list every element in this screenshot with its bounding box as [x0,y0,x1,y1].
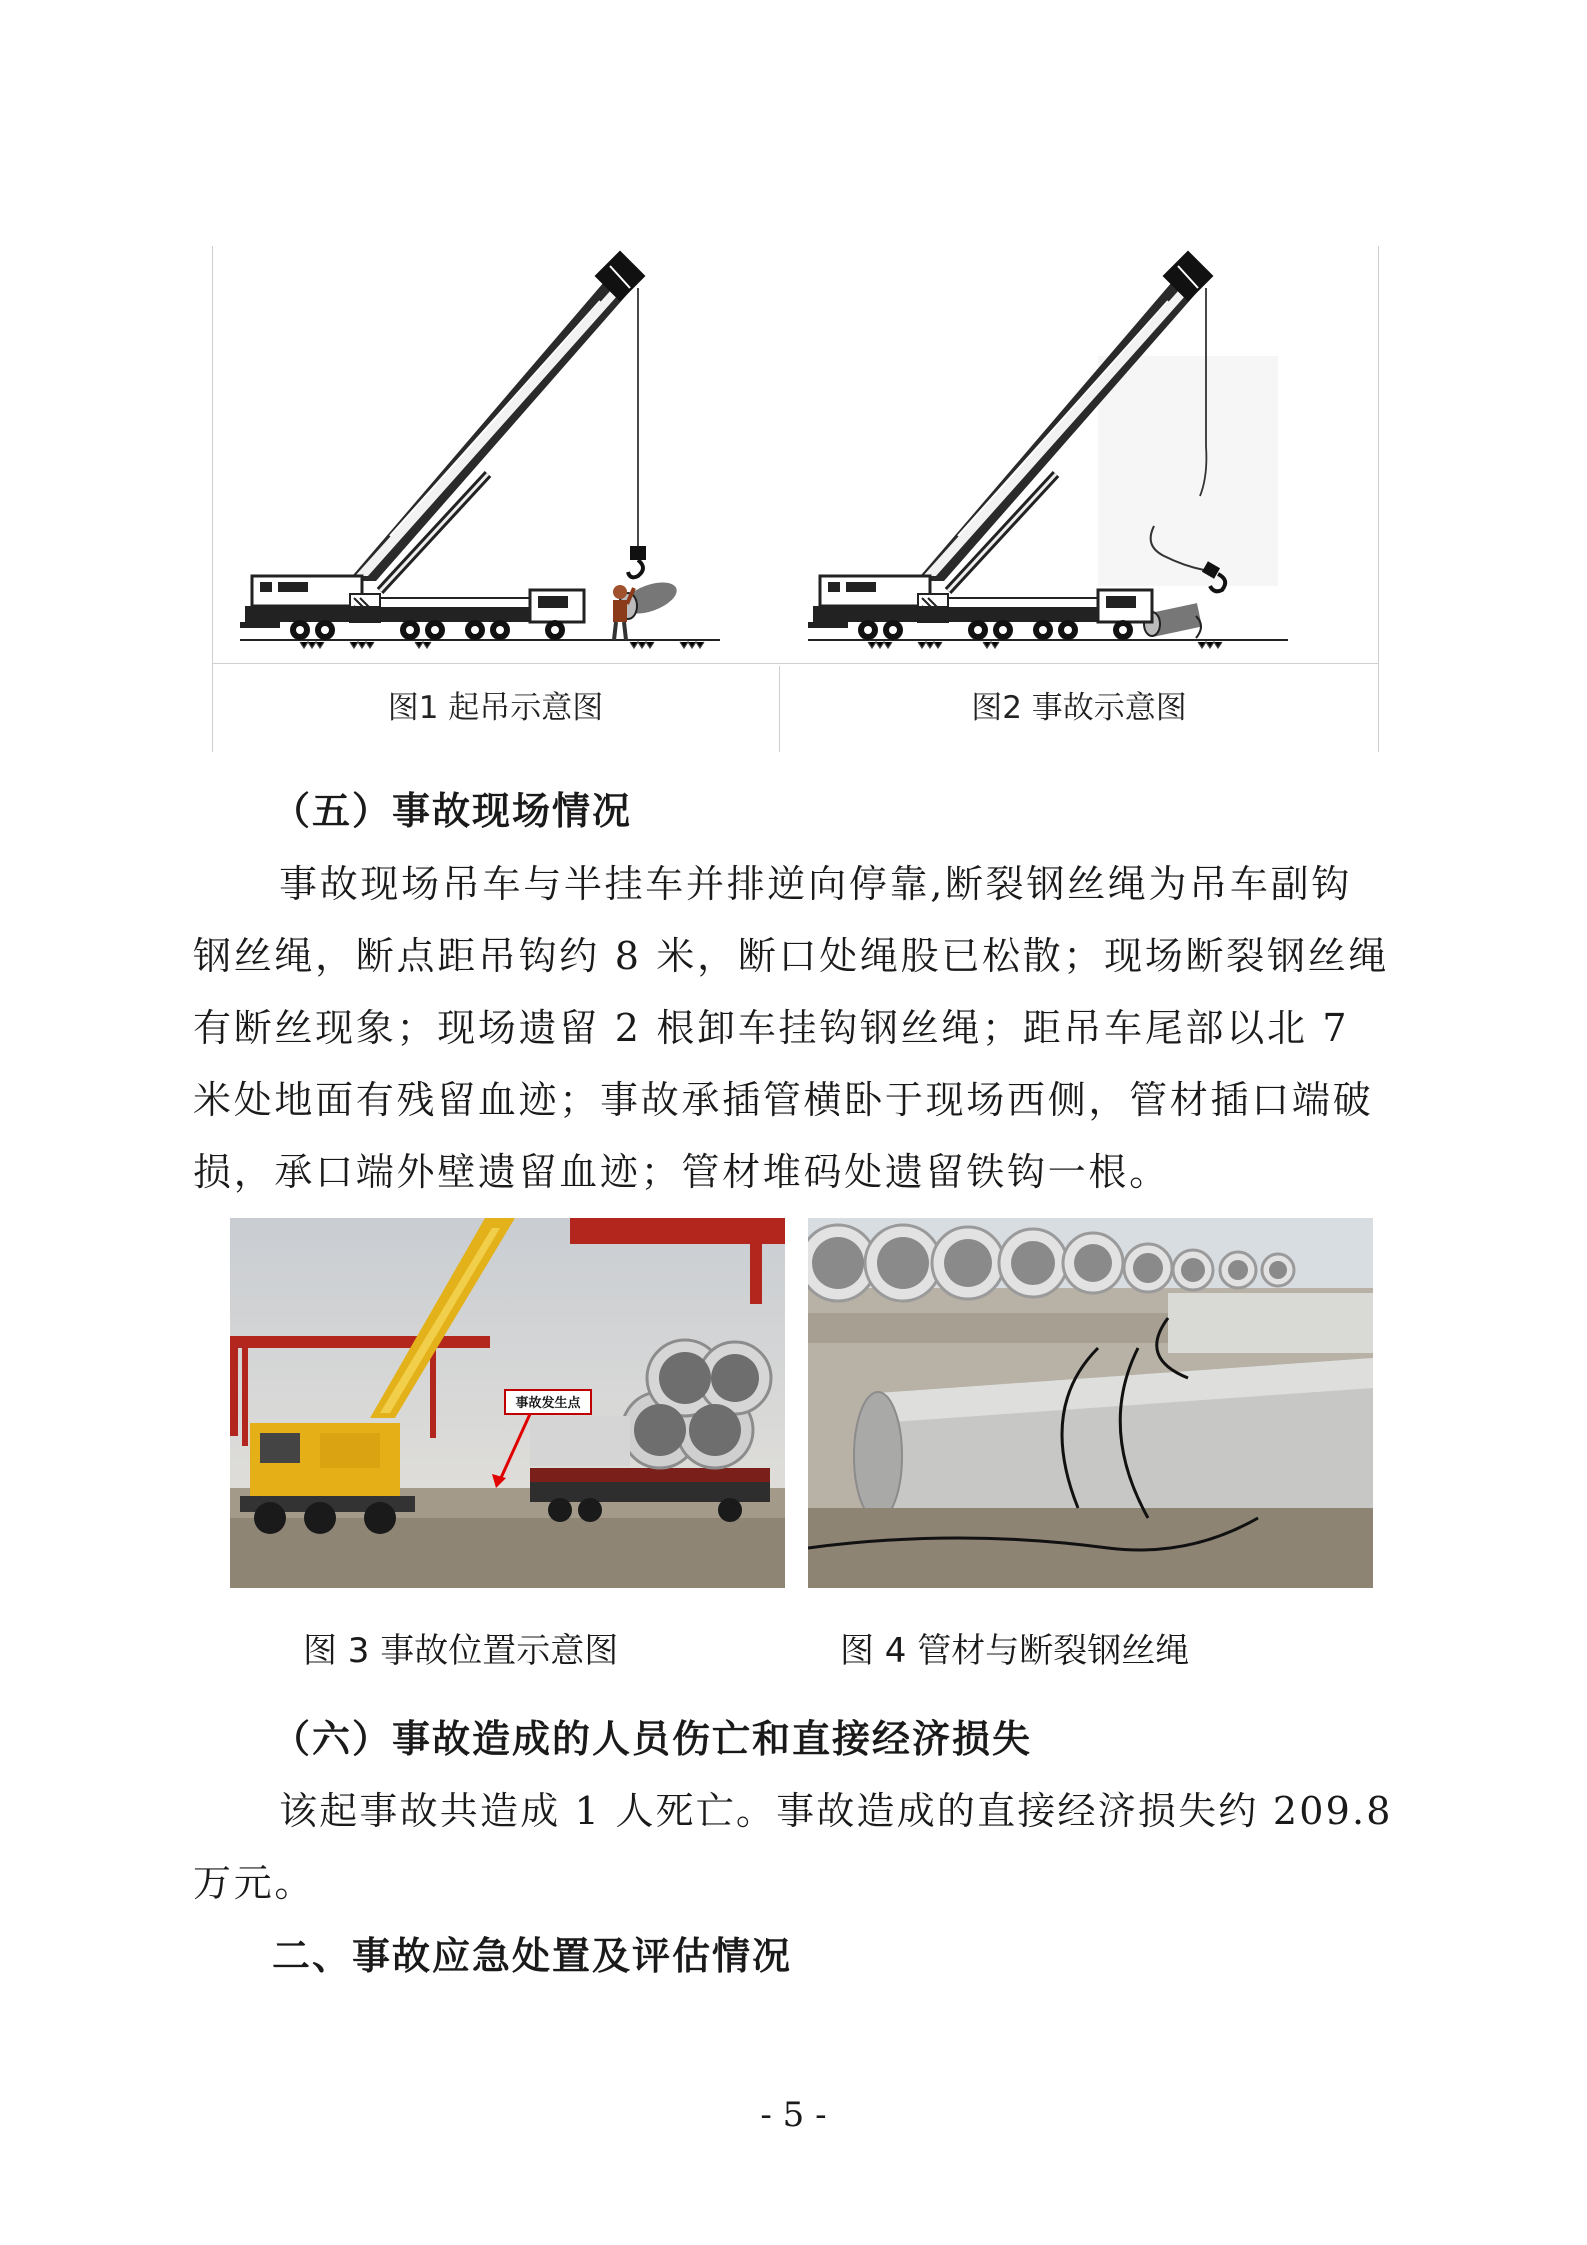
section-6-heading: （六）事故造成的人员伤亡和直接经济损失 [272,1716,1033,1761]
section-5-heading: （五）事故现场情况 [272,788,633,833]
figure-2-caption: 图2 事故示意图 [971,690,1187,726]
section-5-line-5: 损，承口端外壁遗留血迹；管材堆码处遗留铁钩一根。 [193,1150,1170,1194]
accident-point-callout: 事故发生点 [515,1396,581,1411]
frame-left-border [212,246,213,752]
crane-lifting-illustration [230,246,770,666]
chapter-2-heading: 二、事故应急处置及评估情况 [272,1933,793,1978]
figure-1-caption: 图1 起吊示意图 [387,690,604,726]
diagram-frame [212,246,1380,752]
section-5-line-2: 钢丝绳，断点距吊钩约 8 米，断口处绳股已松散；现场断裂钢丝绳 [193,934,1390,978]
section-5-line-1: 事故现场吊车与半挂车并排逆向停靠,断裂钢丝绳为吊车副钩 [279,862,1352,906]
frame-right-border [1378,246,1379,752]
figure-3-caption: 图 3 事故位置示意图 [303,1631,619,1671]
pipe-and-broken-rope-image [808,1218,1373,1588]
crane-lifting-diagram [230,246,770,666]
section-5-line-4: 米处地面有残留血迹；事故承插管横卧于现场西侧，管材插口端破 [193,1078,1374,1122]
accident-location-photo [230,1218,785,1588]
section-5-line-3: 有断丝现象；现场遗留 2 根卸车挂钩钢丝绳；距吊车尾部以北 7 [193,1006,1350,1050]
section-6-line-2: 万元。 [193,1861,316,1905]
crane-accident-illustration [798,246,1358,666]
page-number: - 5 - [760,2095,827,2135]
figure-4-caption: 图 4 管材与断裂钢丝绳 [840,1631,1190,1671]
section-6-line-1: 该起事故共造成 1 人死亡。事故造成的直接经济损失约 209.8 [279,1789,1393,1833]
crane-accident-diagram [798,246,1358,666]
pipe-and-broken-rope-photo [808,1218,1373,1588]
